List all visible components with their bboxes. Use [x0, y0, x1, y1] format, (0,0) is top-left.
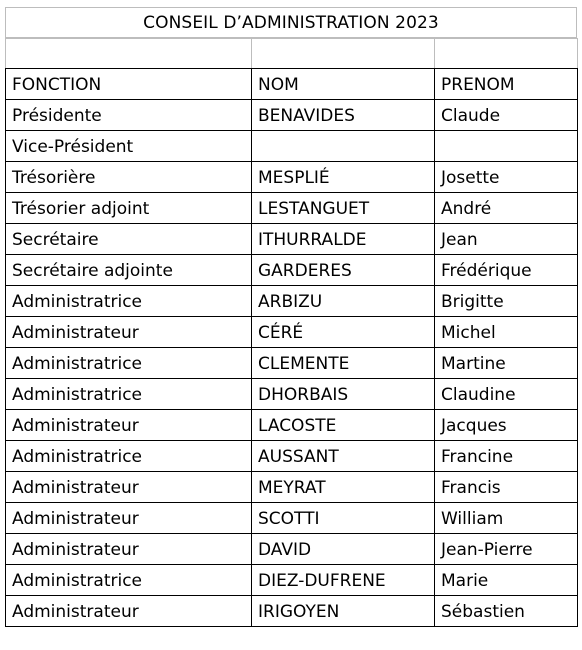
- cell-prenom: Jean: [435, 224, 578, 255]
- cell-fonction: Administratrice: [6, 441, 252, 472]
- cell-fonction: Présidente: [6, 100, 252, 131]
- cell-nom: IRIGOYEN: [252, 596, 435, 627]
- cell-nom: MESPLIÉ: [252, 162, 435, 193]
- blank-cell: [6, 39, 252, 69]
- cell-fonction: Trésorière: [6, 162, 252, 193]
- table-row: [6, 348, 578, 379]
- cell-nom: DHORBAIS: [252, 379, 435, 410]
- table-row: [6, 100, 578, 131]
- cell-fonction: Administrateur: [6, 410, 252, 441]
- cell-fonction: Administrateur: [6, 472, 252, 503]
- cell-prenom: Brigitte: [435, 286, 578, 317]
- cell-prenom: [435, 131, 578, 162]
- table-row: [6, 534, 578, 565]
- cell-fonction: Secrétaire: [6, 224, 252, 255]
- cell-prenom: Claude: [435, 100, 578, 131]
- cell-prenom: André: [435, 193, 578, 224]
- cell-fonction: Trésorier adjoint: [6, 193, 252, 224]
- cell-nom: DIEZ-DUFRENE: [252, 565, 435, 596]
- sheet-title: CONSEIL D’ADMINISTRATION 2023: [5, 7, 577, 38]
- cell-fonction: Vice-Président: [6, 131, 252, 162]
- cell-nom: LESTANGUET: [252, 193, 435, 224]
- cell-prenom: Josette: [435, 162, 578, 193]
- table-row: [6, 596, 578, 627]
- cell-prenom: Martine: [435, 348, 578, 379]
- cell-prenom: William: [435, 503, 578, 534]
- blank-cell: [252, 39, 435, 69]
- cell-fonction: Administrateur: [6, 596, 252, 627]
- cell-nom: MEYRAT: [252, 472, 435, 503]
- board-members-table: [5, 38, 578, 627]
- cell-nom: LACOSTE: [252, 410, 435, 441]
- table-row: [6, 441, 578, 472]
- header-nom: NOM: [252, 69, 435, 100]
- table-row: [6, 286, 578, 317]
- cell-prenom: Michel: [435, 317, 578, 348]
- cell-prenom: Sébastien: [435, 596, 578, 627]
- cell-nom: GARDERES: [252, 255, 435, 286]
- cell-prenom: Marie: [435, 565, 578, 596]
- cell-nom: DAVID: [252, 534, 435, 565]
- cell-prenom: Frédérique: [435, 255, 578, 286]
- cell-nom: SCOTTI: [252, 503, 435, 534]
- table-row: [6, 224, 578, 255]
- cell-nom: BENAVIDES: [252, 100, 435, 131]
- cell-prenom: Francine: [435, 441, 578, 472]
- table-row: [6, 379, 578, 410]
- cell-prenom: Jacques: [435, 410, 578, 441]
- cell-fonction: Administratrice: [6, 379, 252, 410]
- header-fonction: FONCTION: [6, 69, 252, 100]
- cell-nom: AUSSANT: [252, 441, 435, 472]
- cell-fonction: Administratrice: [6, 565, 252, 596]
- cell-fonction: Administrateur: [6, 503, 252, 534]
- header-row: [6, 69, 578, 100]
- cell-nom: ITHURRALDE: [252, 224, 435, 255]
- table-row: [6, 131, 578, 162]
- table-row: [6, 472, 578, 503]
- cell-fonction: Administrateur: [6, 317, 252, 348]
- table-row: [6, 317, 578, 348]
- table-row: [6, 503, 578, 534]
- cell-fonction: Administratrice: [6, 286, 252, 317]
- cell-prenom: Jean-Pierre: [435, 534, 578, 565]
- cell-nom: CÉRÉ: [252, 317, 435, 348]
- blank-cell: [435, 39, 578, 69]
- cell-fonction: Secrétaire adjointe: [6, 255, 252, 286]
- blank-row: [6, 39, 578, 69]
- table-row: [6, 255, 578, 286]
- cell-fonction: Administratrice: [6, 348, 252, 379]
- table-row: [6, 162, 578, 193]
- cell-nom: ARBIZU: [252, 286, 435, 317]
- table-row: [6, 193, 578, 224]
- table-row: [6, 410, 578, 441]
- cell-prenom: Claudine: [435, 379, 578, 410]
- cell-prenom: Francis: [435, 472, 578, 503]
- cell-fonction: Administrateur: [6, 534, 252, 565]
- table-row: [6, 565, 578, 596]
- cell-nom: [252, 131, 435, 162]
- cell-nom: CLEMENTE: [252, 348, 435, 379]
- header-prenom: PRENOM: [435, 69, 578, 100]
- board-members-sheet: [5, 7, 577, 627]
